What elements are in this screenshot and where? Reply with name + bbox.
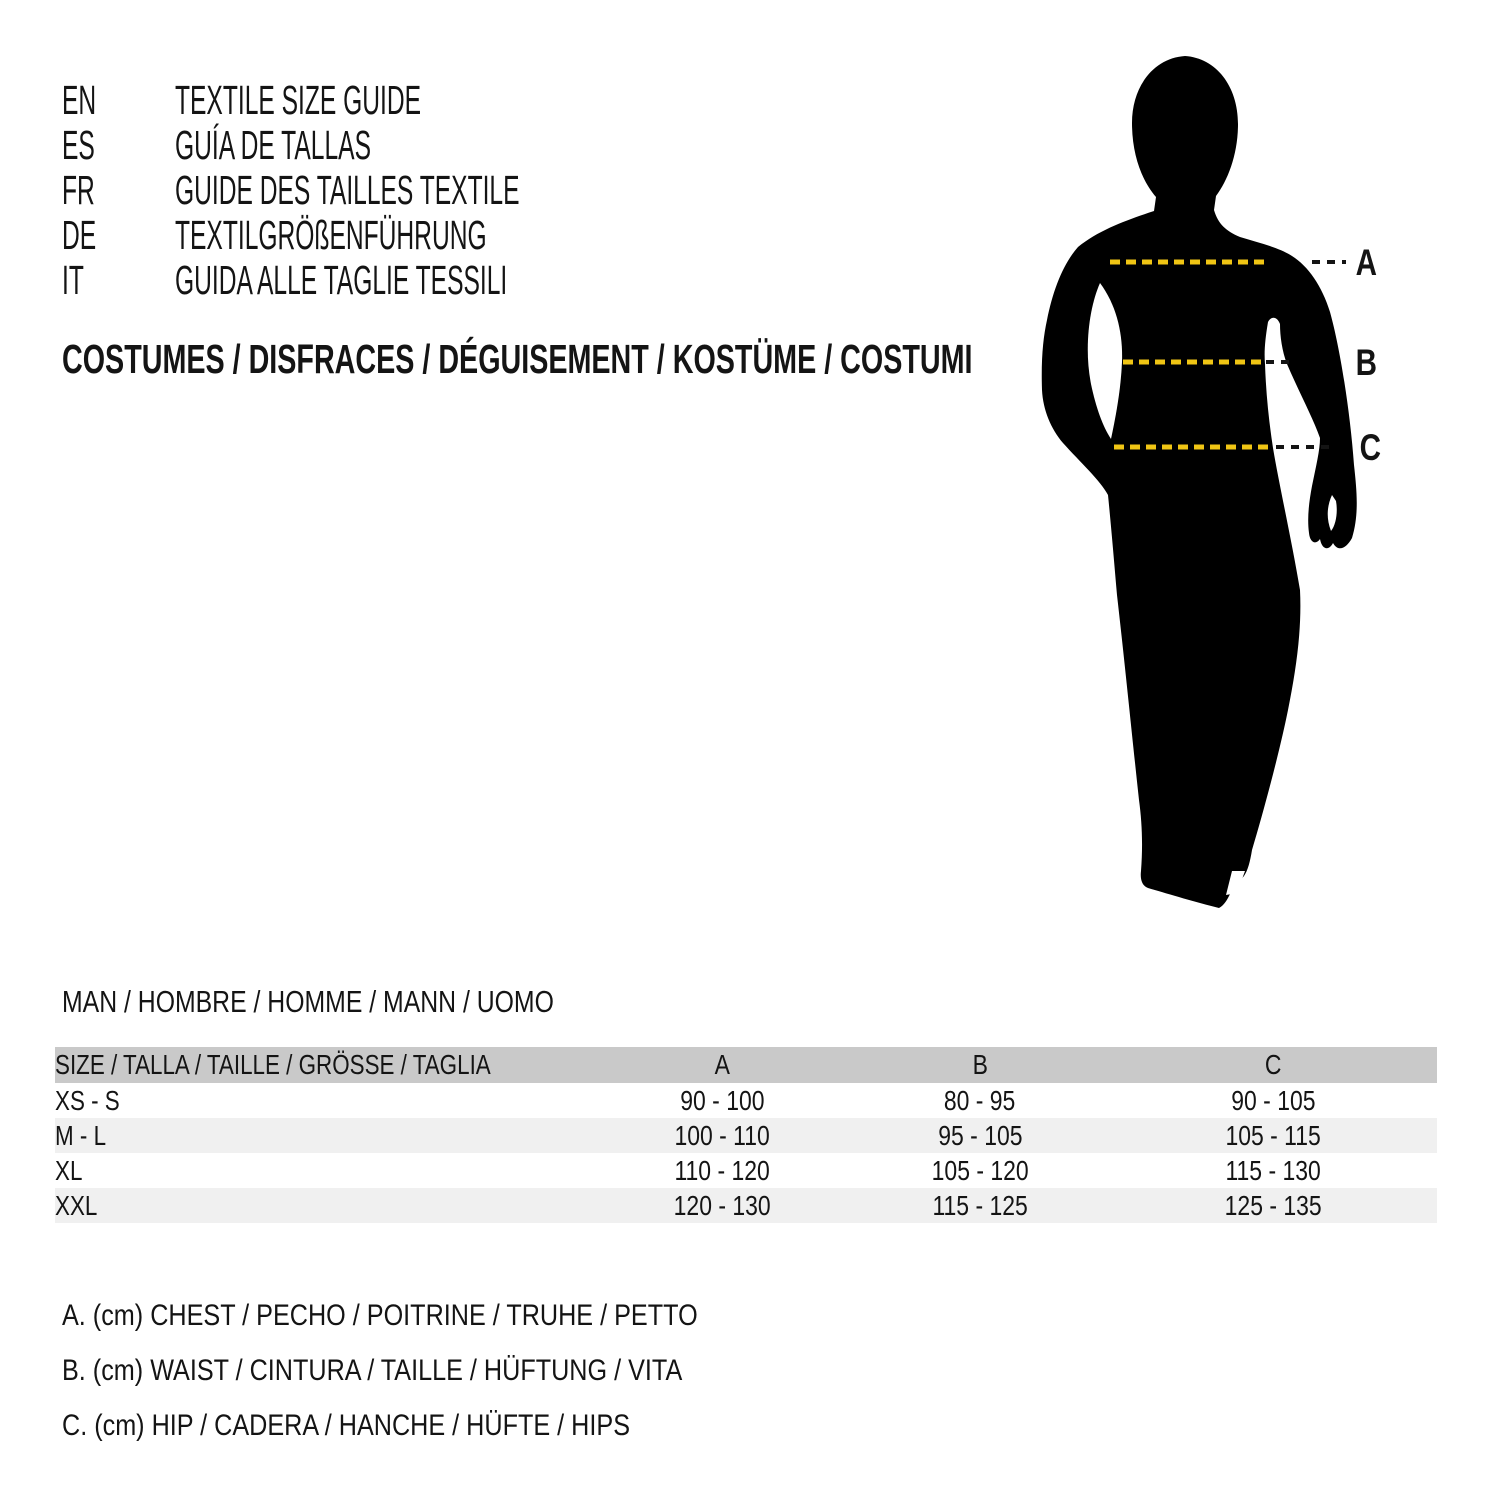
value-b: 95 - 105 — [937, 1119, 1023, 1151]
language-row-es — [62, 123, 749, 168]
value-a: 90 - 100 — [679, 1084, 765, 1116]
language-title-list — [62, 78, 749, 303]
table-row — [55, 1188, 1437, 1223]
value-b: 105 - 120 — [931, 1154, 1029, 1186]
language-row-it — [62, 258, 749, 303]
measure-label-chest: A — [1355, 242, 1377, 283]
language-title: GUÍA DE TALLAS — [175, 122, 371, 168]
language-code: DE — [62, 212, 97, 258]
header-size: SIZE / TALLA / TAILLE / GRÖSSE / TAGLIA — [55, 1049, 491, 1080]
language-code: IT — [62, 257, 84, 303]
value-c: 115 - 130 — [1225, 1154, 1321, 1186]
size-table — [55, 1047, 1437, 1223]
value-c: 105 - 115 — [1225, 1119, 1321, 1151]
legend-waist: B. (cm) WAIST / CINTURA / TAILLE / HÜFTUNG / VITA — [62, 1353, 683, 1387]
language-row-en — [62, 78, 749, 123]
language-title: TEXTILGRÖßENFÜHRUNG — [175, 212, 487, 258]
value-c: 125 - 135 — [1224, 1189, 1322, 1221]
language-code: ES — [62, 122, 95, 168]
measure-label-waist: B — [1355, 342, 1377, 383]
man-silhouette-svg — [1030, 50, 1370, 940]
header-col-c: C — [1264, 1049, 1282, 1080]
language-code: FR — [62, 167, 95, 213]
man-silhouette-path — [1042, 56, 1357, 908]
header-col-a: A — [714, 1049, 730, 1080]
table-header-row — [55, 1047, 1437, 1083]
size-label: XXL — [55, 1189, 98, 1221]
category-title: COSTUMES / DISFRACES / DÉGUISEMENT / KOSTÜME / COSTUMI — [62, 336, 973, 382]
size-label: XL — [55, 1154, 83, 1186]
value-b: 80 - 95 — [944, 1084, 1016, 1116]
language-title: GUIDA ALLE TAGLIE TESSILI — [175, 257, 508, 303]
measurement-legend — [62, 1288, 819, 1453]
size-label: M - L — [55, 1119, 107, 1151]
language-code: EN — [62, 77, 97, 123]
measure-label-hip: C — [1359, 427, 1381, 468]
legend-hip: C. (cm) HIP / CADERA / HANCHE / HÜFTE / HIPS — [62, 1408, 630, 1442]
table-row — [55, 1153, 1437, 1188]
man-silhouette-figure — [1030, 50, 1370, 940]
value-b: 115 - 125 — [932, 1189, 1028, 1221]
value-a: 120 - 130 — [673, 1189, 771, 1221]
value-a: 100 - 110 — [674, 1119, 770, 1151]
value-c: 90 - 105 — [1230, 1084, 1316, 1116]
language-title: TEXTILE SIZE GUIDE — [175, 77, 422, 123]
value-a: 110 - 120 — [674, 1154, 770, 1186]
section-title-man: MAN / HOMBRE / HOMME / MANN / UOMO — [62, 984, 554, 1019]
legend-chest: A. (cm) CHEST / PECHO / POITRINE / TRUHE / PETTO — [62, 1298, 698, 1332]
header-col-b: B — [972, 1049, 988, 1080]
table-row — [55, 1118, 1437, 1153]
table-row — [55, 1083, 1437, 1118]
language-title: GUIDE DES TAILLES TEXTILE — [175, 167, 520, 213]
size-label: XS - S — [55, 1084, 120, 1116]
language-row-de — [62, 213, 749, 258]
language-row-fr — [62, 168, 749, 213]
